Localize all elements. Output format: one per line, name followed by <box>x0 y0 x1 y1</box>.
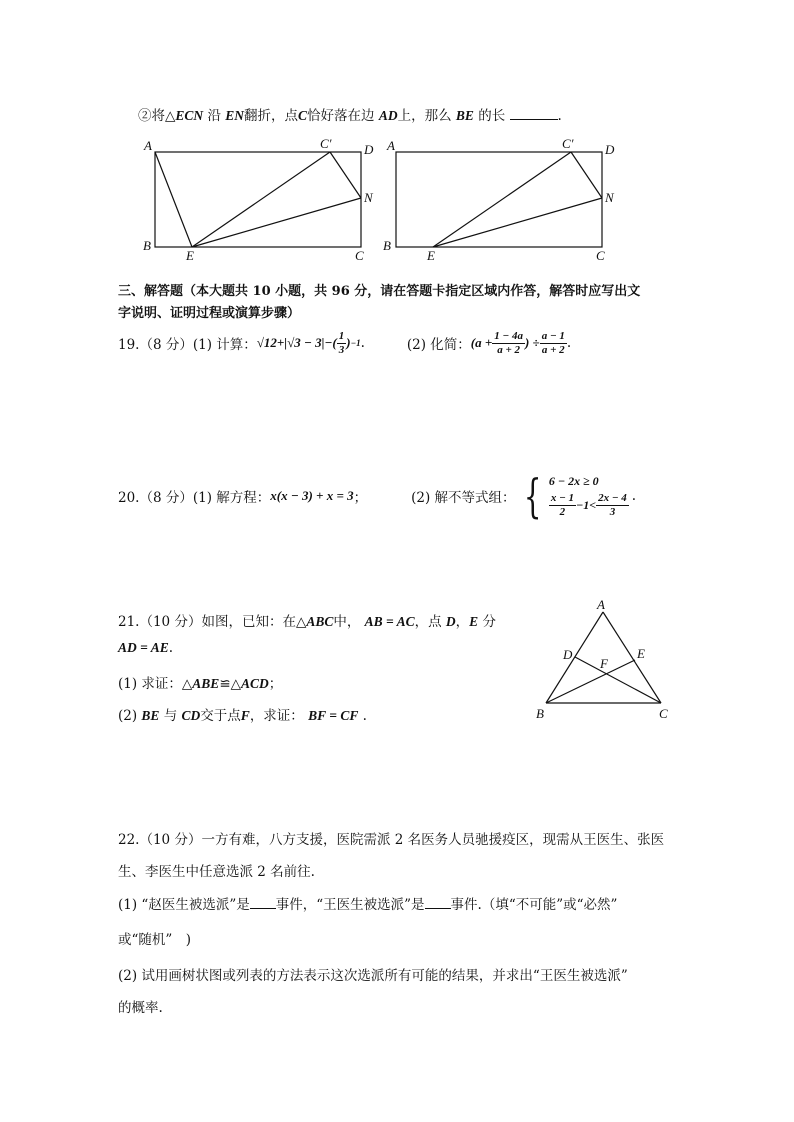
q21-p1-e: ； <box>268 676 283 692</box>
q18-text-j: 的长 <box>478 108 506 124</box>
q19-num: 19.（8 分）(1) 计算： <box>118 337 257 353</box>
q20-num: 20.（8 分）(1) 解方程： <box>118 490 271 506</box>
q21-l2: AD = AE <box>118 640 169 655</box>
q20-ineq2-den1: 2 <box>559 505 566 518</box>
q20-ineq1: 6 − 2x ≥ 0 <box>548 474 599 489</box>
q21-p1-d: ACD <box>241 676 269 691</box>
q20-ineq2-frac1 <box>549 492 576 517</box>
q19-expr2-frac1 <box>492 330 525 355</box>
q21-p1-b: ABE <box>192 676 220 691</box>
q18-figures <box>138 134 628 263</box>
label-E-left: E <box>186 248 194 263</box>
q19-expr1-den: 3 <box>338 343 345 356</box>
q20-eq-end: ； <box>353 490 368 506</box>
q21-l1-e: ，点 <box>414 614 442 630</box>
q18-figure-right-labels <box>383 136 615 263</box>
q20-ineq2-frac2 <box>596 492 629 517</box>
q20-end: . <box>631 488 637 504</box>
q19-expr1-b: ) <box>346 335 351 350</box>
label-B-right: B <box>383 238 391 253</box>
label-F-q21: F <box>600 656 608 671</box>
q20-part2: (2) 解不等式组： <box>411 490 516 506</box>
label-N-right: N <box>605 190 614 205</box>
label-E-q21: E <box>637 646 645 661</box>
q21-l1-g: ， <box>455 614 470 630</box>
label-N-left: N <box>364 190 373 205</box>
q21-p2-g: ，求证： <box>249 708 304 724</box>
q19-expr2-a: (a + <box>470 335 493 350</box>
label-C-right: C <box>596 248 605 263</box>
q21-part2 <box>118 704 367 724</box>
q19-expr2-num1: 1 − 4a <box>494 330 523 343</box>
label-Cp-left: C′ <box>320 136 332 151</box>
q18-end: . <box>557 108 562 124</box>
label-C-left: C <box>355 248 364 263</box>
q20-ineq2 <box>549 492 629 517</box>
q22-part2-line2: 的概率. <box>118 1000 163 1016</box>
q19-expr2-num2: a − 1 <box>541 330 565 343</box>
q21-l1-d: AB = AC <box>364 614 415 629</box>
q21-l1-b: ABC <box>306 614 334 629</box>
q22-p1-a: (1) “赵医生被选派”是 <box>118 897 250 913</box>
q19-expr2-den1: a + 2 <box>497 343 521 356</box>
q22-p1-b: 事件，“王医生被选派”是 <box>275 897 425 913</box>
q21-l2-end: . <box>168 640 174 656</box>
q20-brace: { <box>523 469 541 523</box>
q20-ineq2-num1: x − 1 <box>550 492 574 505</box>
q18-text-d: 翻折，点 <box>244 108 299 124</box>
q21-p2-b: BE <box>141 708 160 723</box>
q18-text-b: 沿 <box>207 108 221 124</box>
q20-system <box>549 474 629 517</box>
label-A-left: A <box>144 138 152 153</box>
q18-text-h: 上，那么 <box>397 108 452 124</box>
q19-expr2-frac2 <box>540 330 567 355</box>
q19-expr1-exp: −1 <box>350 338 361 348</box>
label-B-left: B <box>143 238 151 253</box>
q18-en: EN <box>225 108 245 123</box>
q21-l1-i: 分 <box>482 614 496 630</box>
q22-part1 <box>118 893 617 913</box>
q18-figure-left-labels <box>143 136 374 263</box>
q18-part2-prefix: ②将△ <box>138 108 176 124</box>
q20-line <box>118 468 636 524</box>
q20-ineq2-num2: 2x − 4 <box>598 492 627 505</box>
q19-expr1-num: 1 <box>338 330 345 343</box>
q20-ineq2-den2: 3 <box>609 505 616 518</box>
q21-p1-a: (1) 求证：△ <box>118 676 193 692</box>
q21-l1-h: E <box>469 614 479 629</box>
q21-p2-f: F <box>240 708 250 723</box>
q22-line1: 22.（10 分）一方有难，八方支援，医院需派 2 名医务人员驰援疫区，现需从王医生、张医 <box>118 832 665 848</box>
q18-figure-left <box>155 152 361 247</box>
q22-p1-c: 事件.（填“不可能”或“必然” <box>450 897 618 913</box>
label-B-q21: B <box>536 706 544 721</box>
q21-l1-a: 21.（10 分）如图，已知：在△ <box>118 614 307 630</box>
q19-expr2-end: . <box>566 335 572 351</box>
q22-blank-1[interactable] <box>250 894 276 909</box>
q21-l1-c: 中， <box>333 614 361 630</box>
section3-line1: 三、解答题（本大题共 10 小题，共 96 分，请在答题卡指定区域内作答，解答时应写出文 <box>118 284 641 299</box>
q22-blank-2[interactable] <box>425 894 451 909</box>
q20-eq: x(x − 3) + x = 3 <box>270 488 354 503</box>
label-D-right: D <box>605 142 615 157</box>
q19-expr1-a: √12+|√3 − 3|−( <box>256 335 337 350</box>
q18-figure-right <box>396 152 602 247</box>
label-C-q21: C <box>659 706 668 721</box>
q18-be: BE <box>455 108 474 123</box>
q21-p2-d: CD <box>181 708 201 723</box>
q21-p2-c: 与 <box>163 708 178 724</box>
label-A-q21: A <box>597 597 605 612</box>
q19-expr2-b: ) ÷ <box>524 335 540 350</box>
q21-l1-f: D <box>445 614 456 629</box>
q21-part1 <box>118 672 282 692</box>
q18-ecn: ECN <box>175 108 204 123</box>
q21-line2 <box>118 640 173 656</box>
q21-p2-h: BF = CF <box>308 708 359 723</box>
q18-text-f: 恰好落在边 <box>307 108 375 124</box>
label-E-right: E <box>427 248 435 263</box>
q21-line1 <box>118 610 496 630</box>
section3-line2: 字说明、证明过程或演算步骤） <box>118 306 301 321</box>
q19-expr1-end: . <box>360 335 365 351</box>
q19-expr2-den2: a + 2 <box>541 343 565 356</box>
q21-figure <box>530 594 680 728</box>
q18-part2-line <box>138 104 562 124</box>
q18-answer-blank[interactable] <box>510 105 558 120</box>
label-A-right: A <box>387 138 395 153</box>
q18-ad: AD <box>378 108 398 123</box>
q20-ineq2-mid: −1< <box>576 497 597 512</box>
label-D-q21: D <box>563 647 573 662</box>
q22-part2-line1: (2) 试用画树状图或列表的方法表示这次选派所有可能的结果，并求出“王医生被选派” <box>118 968 628 984</box>
q21-p1-c: ≌△ <box>219 676 242 692</box>
q22-line2: 生、李医生中任意选派 2 名前往. <box>118 864 315 880</box>
q19-line <box>118 328 571 358</box>
q19-expr1-frac <box>337 330 347 355</box>
label-D-left: D <box>364 142 374 157</box>
q22-part1-cont: 或“随机” ) <box>118 932 192 948</box>
q21-p2-i: . <box>362 708 367 724</box>
q21-p2-a: (2) <box>118 708 138 724</box>
label-Cp-right: C′ <box>562 136 574 151</box>
q18-c: C <box>298 108 308 123</box>
q19-part2: (2) 化简： <box>406 337 471 353</box>
q21-p2-e: 交于点 <box>200 708 241 724</box>
